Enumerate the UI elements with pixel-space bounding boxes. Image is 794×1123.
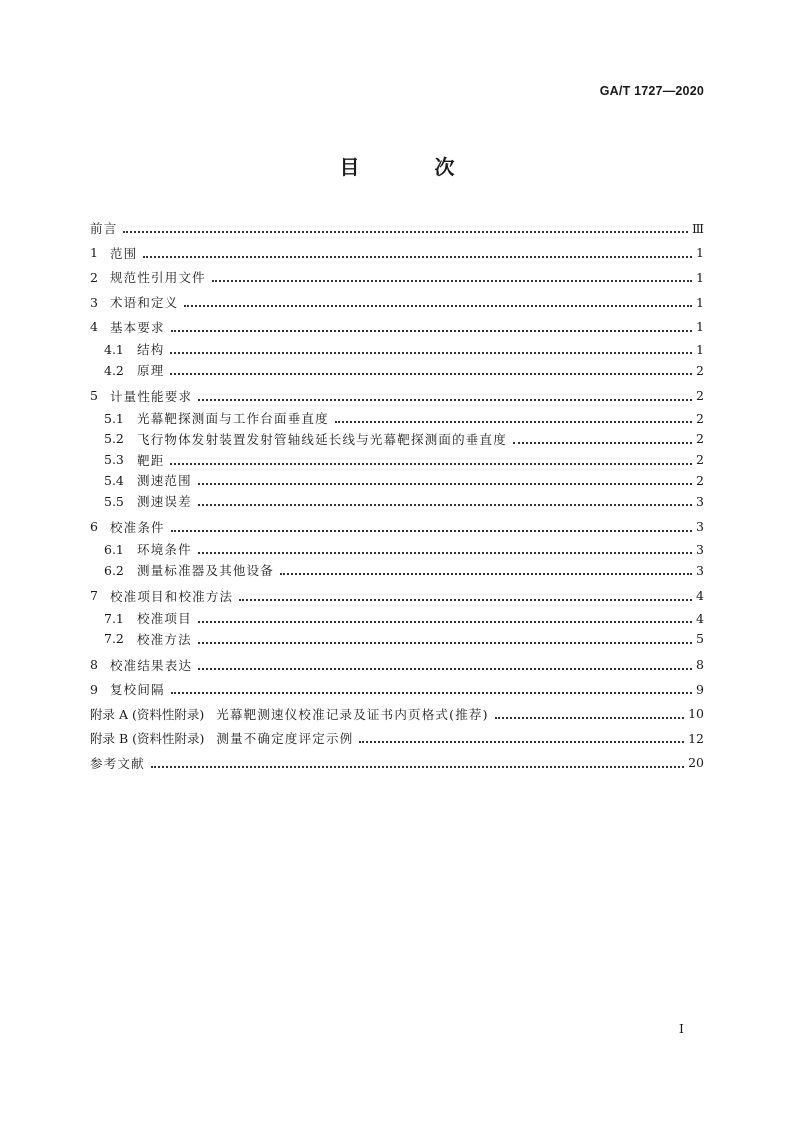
dot-leader — [170, 363, 692, 375]
toc-entry-page: 2 — [696, 410, 704, 426]
toc-entry-page: 1 — [696, 269, 704, 285]
toc-entry-label: 校准条件 — [109, 519, 165, 535]
toc-entry-number: 6.1 — [104, 541, 124, 557]
toc-entry-page: 4 — [696, 610, 704, 626]
dot-leader — [280, 563, 692, 575]
toc-entry-page: 12 — [688, 730, 704, 746]
toc-entry-number: 5.2 — [104, 431, 124, 447]
toc-entry-label: 结构 — [137, 342, 165, 358]
toc-entry-label: 校准方法 — [137, 631, 192, 647]
dot-leader — [123, 221, 688, 233]
toc-entry-number: 7.1 — [104, 610, 124, 626]
dot-leader — [198, 389, 692, 401]
toc-entry-page: 5 — [696, 631, 704, 647]
toc-entry[interactable] — [90, 241, 704, 266]
toc-entry[interactable] — [90, 491, 704, 512]
dot-leader — [495, 707, 684, 719]
toc-entry-label: 基本要求 — [109, 319, 165, 335]
toc-entry-number: 6.2 — [104, 562, 124, 578]
toc-entry-number: 7 — [90, 588, 98, 604]
toc-entry-label: 校准项目和校准方法 — [109, 588, 234, 604]
toc-entry[interactable] — [90, 449, 704, 470]
toc-entry-number: 7.2 — [104, 631, 124, 647]
toc-entry-label: 测量不确定度评定示例 — [216, 731, 354, 747]
toc-entry-page: 2 — [696, 452, 704, 468]
toc-entry-label: 光幕靶测速仪校准记录及证书内页格式(推荐) — [216, 706, 489, 722]
toc-entry-page: 1 — [696, 294, 704, 310]
toc-entry[interactable] — [90, 290, 704, 315]
toc-entry-page: 2 — [696, 472, 704, 488]
dot-leader — [198, 473, 692, 485]
dot-leader — [335, 411, 692, 423]
toc-entry-page: 2 — [696, 362, 704, 378]
dot-leader — [212, 270, 692, 282]
toc-entry[interactable] — [90, 652, 704, 677]
toc-entry-number: 3 — [90, 294, 98, 310]
dot-leader — [143, 246, 692, 258]
toc-entry-label: 范围 — [109, 245, 138, 261]
toc-entry-number: 4.1 — [104, 341, 124, 357]
dot-leader — [198, 542, 692, 554]
dot-leader — [198, 494, 692, 506]
toc-entry[interactable] — [90, 726, 704, 751]
toc-entry-page: 1 — [696, 245, 704, 261]
toc-entry-label: 飞行物体发射装置发射管轴线延长线与光幕靶探测面的垂直度 — [137, 431, 507, 447]
toc-entry-label: 计量性能要求 — [109, 388, 193, 404]
toc-entry[interactable] — [90, 677, 704, 702]
toc-entry-page: 2 — [696, 431, 704, 447]
toc-entry-label: 测速误差 — [137, 494, 192, 510]
toc-entry-label: 测速范围 — [137, 473, 192, 489]
toc-entry-label: 靶距 — [137, 452, 165, 468]
toc-entry-label: 环境条件 — [137, 542, 192, 558]
toc-entry-page: 20 — [688, 755, 704, 771]
toc-entry-page: Ⅲ — [691, 220, 704, 236]
toc-entry-number: 4.2 — [104, 362, 124, 378]
dot-leader — [171, 682, 692, 694]
toc-entry-page: 8 — [696, 657, 704, 673]
toc-entry-page: 3 — [696, 562, 704, 578]
dot-leader — [171, 520, 692, 532]
page-title: 目 次 — [339, 155, 489, 179]
toc-entry-number: 5.1 — [104, 410, 124, 426]
dot-leader — [198, 611, 692, 623]
toc-entry[interactable] — [90, 265, 704, 290]
toc-entry[interactable] — [90, 339, 704, 360]
toc-entry-page: 1 — [696, 319, 704, 335]
toc-entry-label: 规范性引用文件 — [109, 270, 206, 286]
toc-entry-label: 复校间隔 — [109, 682, 165, 698]
toc-entry-label: 原理 — [137, 363, 165, 378]
toc-entry-label: 术语和定义 — [109, 295, 179, 311]
toc-entry[interactable] — [90, 583, 704, 608]
dot-leader — [359, 731, 684, 743]
toc-entry[interactable] — [90, 539, 704, 560]
toc-entry[interactable] — [90, 560, 704, 581]
dot-leader — [513, 432, 692, 444]
toc-entry[interactable] — [90, 360, 704, 381]
toc-entry-label: 校准项目 — [137, 611, 192, 627]
toc-entry-page: 3 — [696, 541, 704, 557]
toc-entry[interactable] — [90, 608, 704, 629]
toc-entry-label: 参考文献 — [90, 755, 145, 771]
toc-entry-number: 附录 B (资料性附录) — [90, 731, 205, 747]
toc-entry-number: 6 — [90, 519, 98, 535]
toc-entry-label: 光幕靶探测面与工作台面垂直度 — [137, 411, 329, 427]
toc-entry[interactable] — [90, 629, 704, 650]
toc-entry-number: 5.3 — [104, 452, 124, 468]
dot-leader — [170, 453, 692, 465]
toc-entry-page: 1 — [696, 341, 704, 357]
toc-entry-page: 10 — [688, 706, 704, 722]
toc-entry[interactable] — [90, 408, 704, 429]
dot-leader — [171, 320, 692, 332]
table-of-contents — [90, 216, 704, 775]
dot-leader — [198, 632, 692, 644]
dot-leader — [170, 342, 692, 354]
toc-entry-number: 5.5 — [104, 493, 124, 509]
toc-entry-number: 9 — [90, 681, 98, 697]
standard-code: GA/T 1727—2020 — [599, 84, 704, 98]
toc-entry-page: 3 — [696, 519, 704, 535]
toc-entry-number: 5 — [90, 388, 98, 404]
toc-entry[interactable] — [90, 314, 704, 339]
toc-entry[interactable] — [90, 216, 704, 241]
dot-leader — [239, 589, 692, 601]
toc-entry-page: 3 — [696, 493, 704, 509]
toc-entry-number: 2 — [90, 269, 98, 285]
toc-entry-page: 9 — [696, 681, 704, 697]
page-number: Ⅰ — [679, 1021, 684, 1036]
toc-entry[interactable] — [90, 514, 704, 539]
toc-entry-number: 附录 A (资料性附录) — [90, 706, 205, 722]
dot-leader — [198, 658, 692, 670]
toc-entry[interactable] — [90, 383, 704, 408]
toc-entry-label: 前言 — [90, 221, 118, 237]
toc-entry[interactable] — [90, 751, 704, 776]
toc-entry-label: 测量标准器及其他设备 — [137, 563, 275, 578]
dot-leader — [184, 295, 692, 307]
toc-entry-page: 2 — [696, 388, 704, 404]
toc-entry-label: 校准结果表达 — [109, 657, 193, 673]
toc-entry-number: 8 — [90, 657, 98, 673]
toc-entry-number: 4 — [90, 319, 98, 335]
toc-entry-number: 1 — [90, 245, 98, 261]
toc-entry-page: 4 — [696, 588, 704, 604]
toc-entry[interactable] — [90, 429, 704, 450]
toc-entry[interactable] — [90, 702, 704, 727]
toc-entry-number: 5.4 — [104, 472, 124, 488]
dot-leader — [151, 756, 684, 768]
toc-entry[interactable] — [90, 470, 704, 491]
